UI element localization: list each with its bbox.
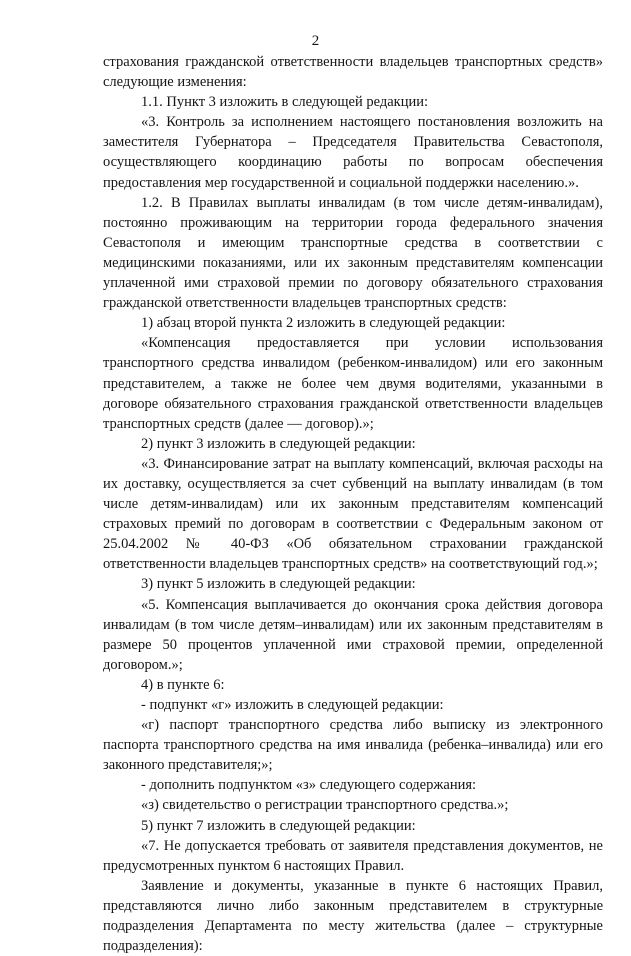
paragraph-subitem-g: - подпункт «г» изложить в следующей редакции: bbox=[141, 697, 444, 713]
paragraph-quote-g: «г) паспорт транспортного средства либо выписку из электронного паспорта транспортного средства на имя инвалида (ребенка–инвалида) или его законного представителя;»; bbox=[103, 717, 603, 774]
paragraph-1-2: 1.2. В Правилах выплаты инвалидам (в том числе детям-инвалидам), постоянно проживающим на территории города федерального значения Севастополя и имеющим транспортные средства в соответствии с медицинскими показаниями, или их законным представителям компенсации уплаченной ими страховой премии по договору обязательного страхования гражданской ответственности владельцев транспортных средств: bbox=[103, 194, 603, 312]
paragraph-1-1: 1.1. Пункт 3 изложить в следующей редакции: bbox=[141, 94, 429, 111]
paragraph-item-2: 2) пункт 3 изложить в следующей редакции: bbox=[141, 435, 416, 452]
document-body bbox=[103, 52, 603, 956]
paragraph-item-3: 3) пункт 5 изложить в следующей редакции: bbox=[141, 576, 416, 593]
paragraph-subitem-z: - дополнить подпунктом «з» следующего содержания: bbox=[141, 777, 477, 794]
paragraph-quote-z: «з) свидетельство о регистрации транспортного средства.»; bbox=[141, 797, 509, 814]
page-number: 2 bbox=[311, 33, 320, 49]
paragraph-quote-5: «5. Компенсация выплачивается до окончания срока действия договора инвалидам (в том числе детям–инвалидам) или их законным представителям в размере 50 процентов уплаченной ими страховой премии, определенной договором.»; bbox=[103, 596, 603, 673]
paragraph-item-1: 1) абзац второй пункта 2 изложить в следующей редакции: bbox=[141, 315, 506, 332]
paragraph-quote-7: «7. Не допускается требовать от заявителя представления документов, не предусмотренных пунктом 6 настоящих Правил. bbox=[103, 837, 603, 874]
paragraph-application: Заявление и документы, указанные в пункте 6 настоящих Правил, представляются лично либо законным представителем в структурные подразделения Департамента по месту жительства (далее – структурные подразделения): bbox=[103, 877, 603, 955]
paragraph-intro-continuation: страхования гражданской ответственности владельцев транспортных средств» следующие изменения: bbox=[103, 54, 603, 91]
paragraph-quote-3: «3. Контроль за исполнением настоящего постановления возложить на заместителя Губернатора – Председателя Правительства Севастополя, осуществляющего координацию работы по вопросам обеспечения предоставления мер государственной и социальной поддержки населению.». bbox=[103, 114, 603, 191]
paragraph-quote-financing: «3. Финансирование затрат на выплату компенсаций, включая расходы на их доставку, осуществляется за счет субвенций на выплату инвалидам (в том числе детям-инвалидам) или их законным представителям компенсаций страховых премий по договорам в соответствии с Федеральным законом от 25.04.2002 № 40-ФЗ «Об обязательном страховании гражданской ответственности владельцев транспортных средств» на соответствующий год.»; bbox=[103, 455, 603, 573]
paragraph-item-4: 4) в пункте 6: bbox=[141, 676, 225, 693]
paragraph-quote-compensation: «Компенсация предоставляется при условии использования транспортного средства инвалидом (ребенком-инвалидом) или его законным представителем, а также не более чем двумя водителями, указанными в договоре обязательного страхования гражданской ответственности владельцев транспортных средств (далее — договор).»; bbox=[103, 335, 603, 432]
paragraph-item-5: 5) пункт 7 изложить в следующей редакции: bbox=[141, 817, 416, 834]
